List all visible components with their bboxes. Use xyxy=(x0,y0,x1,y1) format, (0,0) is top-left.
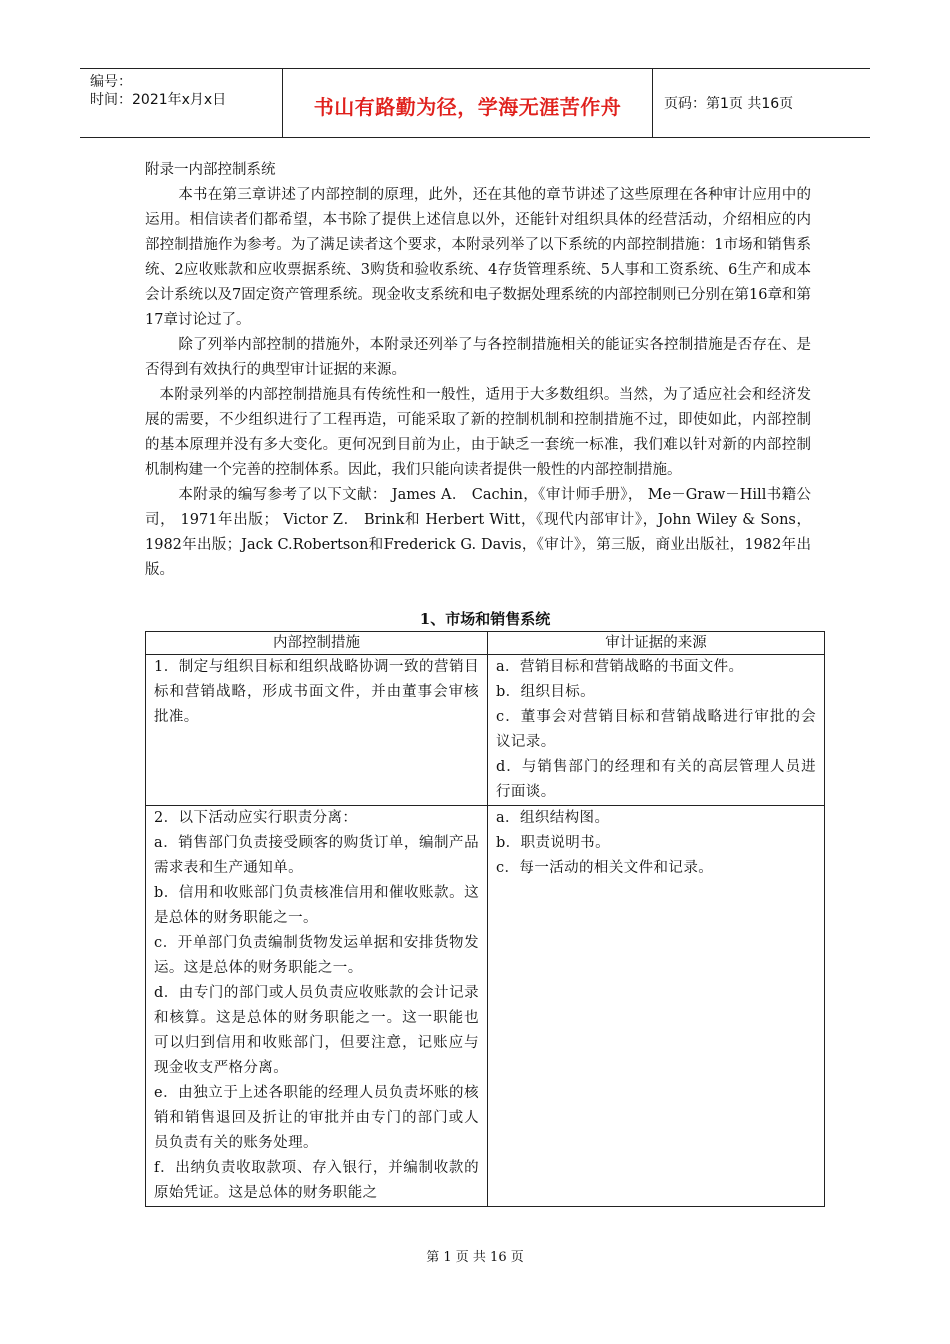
control-table xyxy=(145,631,825,1207)
cell-line: c．每一活动的相关文件和记录。 xyxy=(496,860,714,876)
cell-line: d．与销售部门的经理和有关的高层管理人员进行面谈。 xyxy=(496,759,816,800)
table-row xyxy=(146,655,825,806)
col-header-controls: 内部控制措施 xyxy=(146,632,488,655)
intro-section xyxy=(145,158,811,583)
control-measure-cell xyxy=(146,806,488,1207)
cell-line: b．组织目标。 xyxy=(496,684,596,700)
col-header-evidence: 审计证据的来源 xyxy=(488,632,825,655)
cell-line: a．组织结构图。 xyxy=(496,810,610,826)
page-footer: 第 1 页 共 16 页 xyxy=(426,1250,524,1265)
table-row xyxy=(146,806,825,1207)
doc-time-label: 时间：2021年x月x日 xyxy=(90,92,227,108)
page-header xyxy=(80,68,870,138)
appendix-title: 附录一内部控制系统 xyxy=(145,162,276,178)
cell-line: b．信用和收账部门负责核准信用和催收账款。这是总体的财务职能之一。 xyxy=(154,885,479,926)
intro-paragraph: 本附录列举的内部控制措施具有传统性和一般性，适用于大多数组织。当然，为了适应社会和经济发展的需要，不少组织进行了工程再造，可能采取了新的控制机制和控制措施不过，即使如此，内部控制的基本原理并没有多大变化。更何况到目前为止，由于缺乏一套统一标准，我们难以针对新的内部控制机制构建一个完善的控制体系。因此，我们只能向读者提供一般性的内部控制措施。 xyxy=(145,387,811,478)
cell-line: b．职责说明书。 xyxy=(496,835,610,851)
header-divider xyxy=(652,69,653,137)
table-header-row xyxy=(146,632,825,655)
header-meta xyxy=(90,73,280,109)
header-motto: 书山有路勤为径，学海无涯苦作舟 xyxy=(313,95,622,119)
doc-number-label: 编号： xyxy=(90,74,132,90)
cell-line: d．由专门的部门或人员负责应收账款的会计记录和核算。这是总体的财务职能之一。这一职能也可以归到信用和收账部门，但要注意，记账应与现金收支严格分离。 xyxy=(154,985,479,1076)
cell-line: a．营销目标和营销战略的书面文件。 xyxy=(496,659,744,675)
section-title: 1、市场和销售系统 xyxy=(419,610,551,628)
intro-paragraph: 本附录的编写参考了以下文献： James A． Cachin，《审计师手册》， Me－Graw－Hill书籍公司， 1971年出版； Victor Z． Brink和 Herbert Witt，《现代内部审计》，John Wiley & Sons，1982年出版；Jack C.Robertson和Frederick G. Davis，《审计》，第三版，商业出版社，1982年出版。 xyxy=(145,487,811,578)
intro-paragraph: 本书在第三章讲述了内部控制的原理，此外，还在其他的章节讲述了这些原理在各种审计应用中的运用。相信读者们都希望，本书除了提供上述信息以外，还能针对组织具体的经营活动，介绍相应的内部控制措施作为参考。为了满足读者这个要求，本附录列举了以下系统的内部控制措施：1市场和销售系统、2应收账款和应收票据系统、3购货和验收系统、4存货管理系统、5人事和工资系统、6生产和成本会计系统以及7固定资产管理系统。现金收支系统和电子数据处理系统的内部控制则已分别在第16章和第17章讨论过了。 xyxy=(145,187,811,328)
evidence-source-cell xyxy=(488,655,825,806)
cell-line: a．销售部门负责接受顾客的购货订单，编制产品需求表和生产通知单。 xyxy=(154,835,479,876)
cell-line: 2．以下活动应实行职责分离： xyxy=(154,810,358,826)
control-measure-cell xyxy=(146,655,488,806)
header-page-info: 页码：第1页 共16页 xyxy=(664,96,794,112)
intro-paragraph: 除了列举内部控制的措施外，本附录还列举了与各控制措施相关的能证实各控制措施是否存在、是否得到有效执行的典型审计证据的来源。 xyxy=(145,337,811,378)
cell-line: f．出纳负责收取款项、存入银行，并编制收款的原始凭证。这是总体的财务职能之 xyxy=(154,1160,479,1201)
evidence-source-cell xyxy=(488,806,825,1207)
cell-line: c．董事会对营销目标和营销战略进行审批的会议记录。 xyxy=(496,709,816,750)
cell-line: c．开单部门负责编制货物发运单据和安排货物发运。这是总体的财务职能之一。 xyxy=(154,935,479,976)
cell-line: 1．制定与组织目标和组织战略协调一致的营销目标和营销战略，形成书面文件，并由董事会审核批准。 xyxy=(154,659,479,725)
cell-line: e．由独立于上述各职能的经理人员负责坏账的核销和销售退回及折让的审批并由专门的部门或人员负责有关的账务处理。 xyxy=(154,1085,479,1151)
